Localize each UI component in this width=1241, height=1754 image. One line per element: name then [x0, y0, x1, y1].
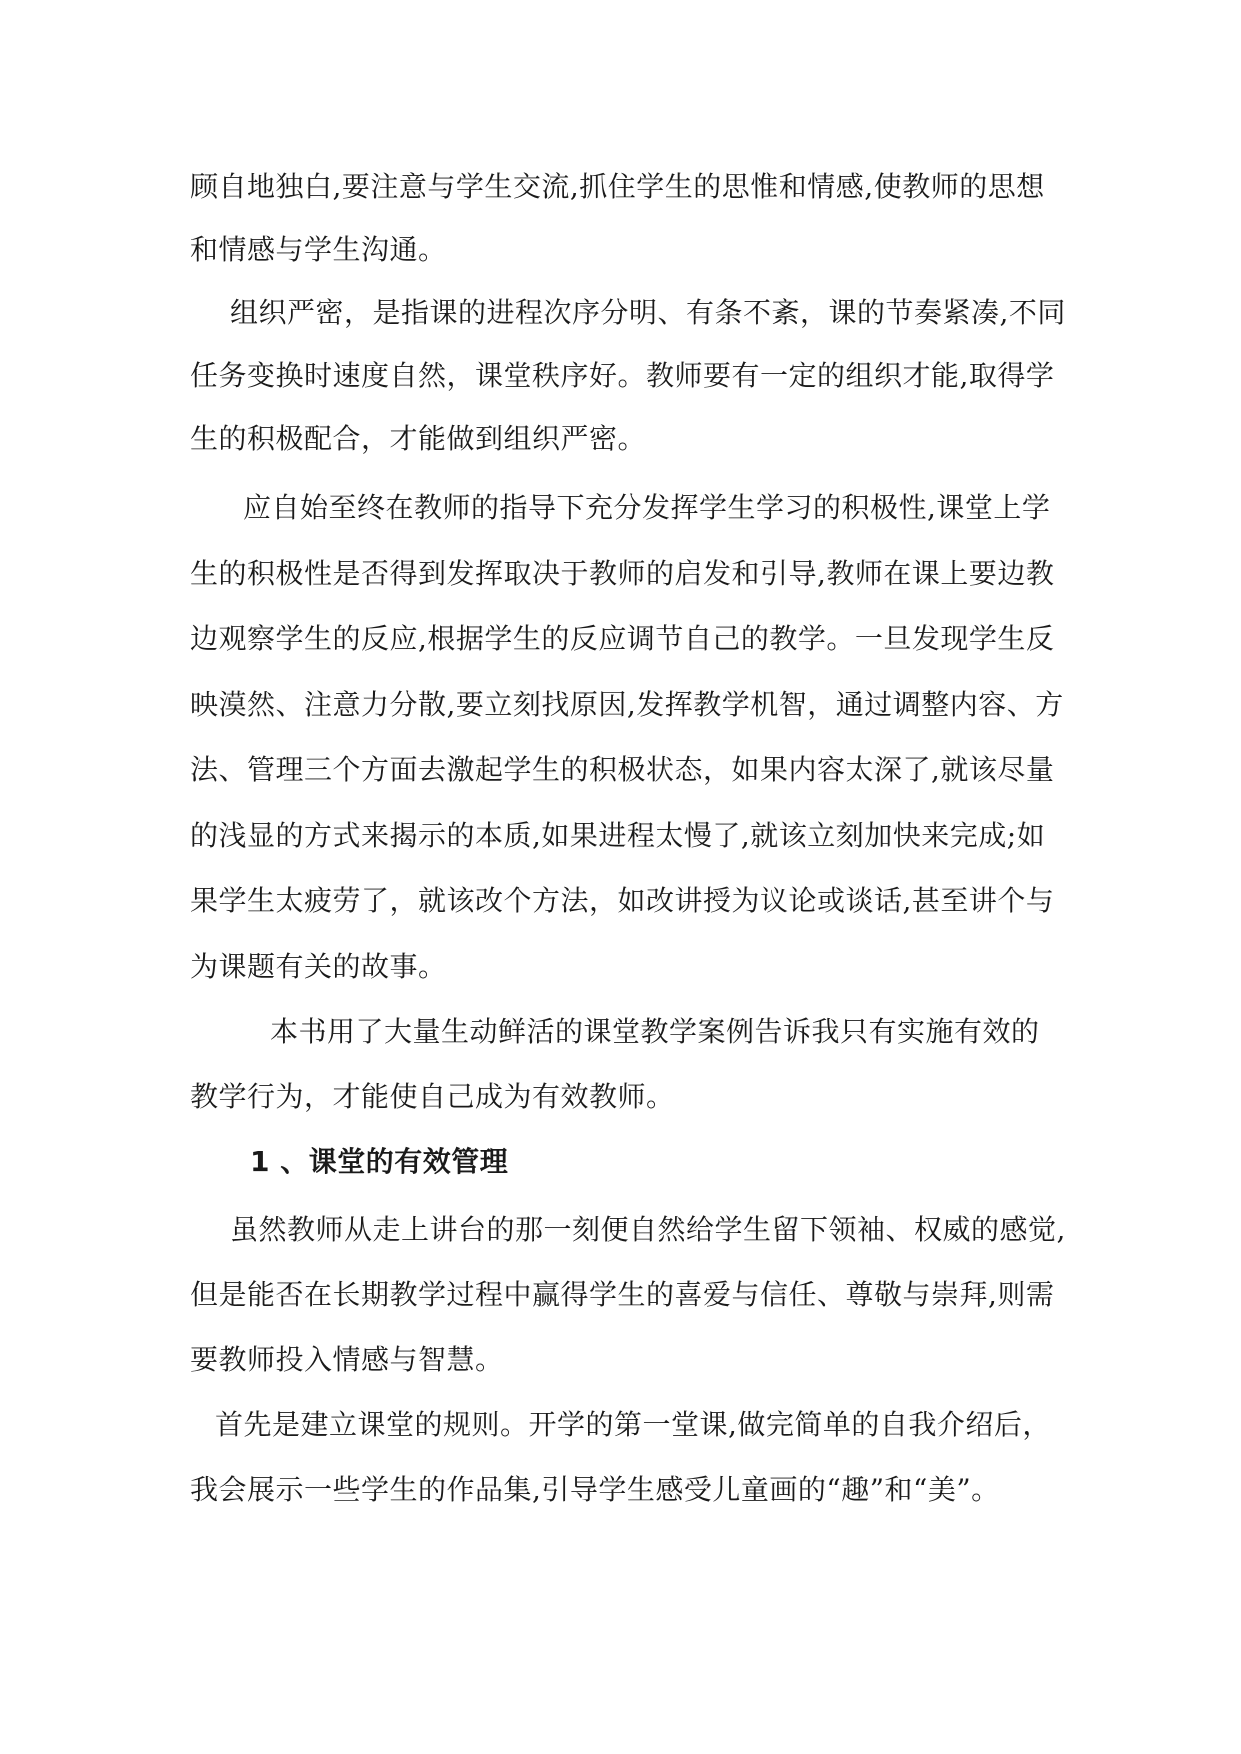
paragraph-line: 虽然教师从走上讲台的那一刻便自然给学生留下领袖、权威的感觉,	[230, 1213, 1066, 1246]
paragraph-line: 应自始至终在教师的指导下充分发挥学生学习的积极性,课堂上学	[243, 491, 1051, 524]
text-line: 我会展示一些学生的作品集,引导学生感受儿童画的“趣”和“美”。	[190, 1473, 1000, 1506]
text-line: 为课题有关的故事。	[190, 950, 447, 983]
text-line: 生的积极性是否得到发挥取决于教师的启发和引导,教师在课上要边教	[190, 557, 1055, 590]
section-heading: 1 、课堂的有效管理	[250, 1145, 509, 1178]
paragraph-line: 组织严密，是指课的进程次序分明、有条不紊，课的节奏紧凑,不同	[230, 296, 1066, 329]
paragraph-line: 本书用了大量生动鲜活的课堂教学案例告诉我只有实施有效的	[270, 1015, 1040, 1048]
text-line: 要教师投入情感与智慧。	[190, 1343, 504, 1376]
text-line: 生的积极配合，才能做到组织严密。	[190, 422, 647, 455]
text-line: 果学生太疲劳了，就该改个方法，如改讲授为议论或谈话,甚至讲个与	[190, 884, 1055, 917]
text-line: 顾自地独白,要注意与学生交流,抓住学生的思惟和情感,使教师的思想	[190, 170, 1045, 203]
text-line: 任务变换时速度自然，课堂秩序好。教师要有一定的组织才能,取得学	[190, 359, 1055, 392]
text-line: 法、管理三个方面去激起学生的积极状态，如果内容太深了,就该尽量	[190, 753, 1055, 786]
text-line: 映漠然、注意力分散,要立刻找原因,发挥教学机智，通过调整内容、方	[190, 688, 1064, 721]
text-line: 边观察学生的反应,根据学生的反应调节自己的教学。一旦发现学生反	[190, 622, 1055, 655]
text-line: 的浅显的方式来揭示的本质,如果进程太慢了,就该立刻加快来完成;如	[190, 819, 1046, 852]
paragraph-line: 首先是建立课堂的规则。开学的第一堂课,做完简单的自我介绍后，	[215, 1408, 1051, 1441]
text-line: 但是能否在长期教学过程中赢得学生的喜爱与信任、尊敬与崇拜,则需	[190, 1278, 1055, 1311]
text-line: 和情感与学生沟通。	[190, 233, 447, 266]
text-line: 教学行为，才能使自己成为有效教师。	[190, 1080, 675, 1113]
